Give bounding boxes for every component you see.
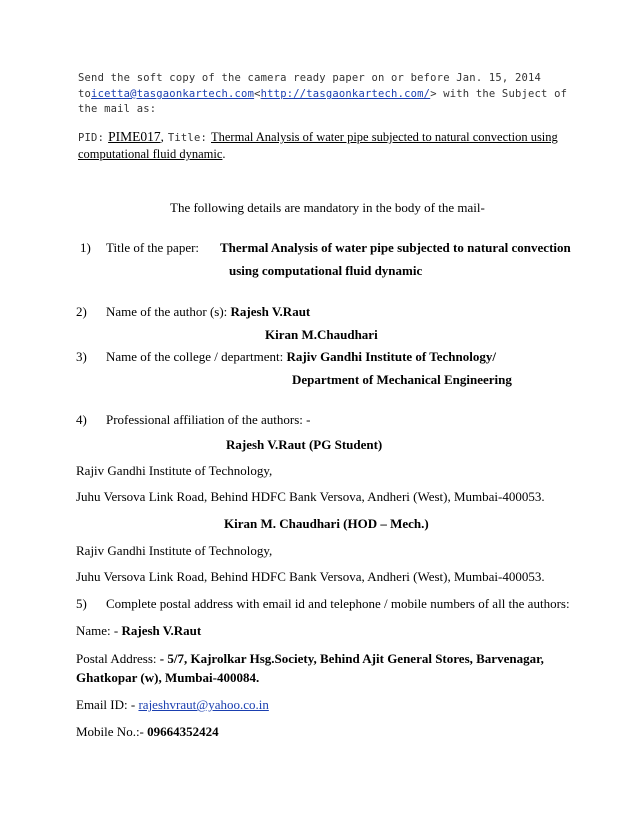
intro-suffix: > with the Subject of (430, 88, 568, 100)
title-label: Title: (167, 132, 207, 144)
mandatory-heading: The following details are mandatory in the body of the mail- (170, 200, 485, 215)
pid-comma: , (160, 129, 164, 144)
author-2-address: Juhu Versova Link Road, Behind HDFC Bank Versova, Andheri (West), Mumbai-400053. (76, 569, 545, 584)
pid-value: PIME017 (108, 129, 161, 144)
item-1-value-line-2 (229, 263, 422, 279)
postal-address-row-2 (76, 670, 259, 686)
item-5-number: 5) (76, 596, 87, 611)
subject-title-line-1: Thermal Analysis of water pipe subjected to natural convection using (211, 130, 558, 144)
intro-line-1: Send the soft copy of the camera ready paper on or before Jan. 15, 2014 (78, 72, 542, 84)
department-name: Department of Mechanical Engineering (292, 372, 512, 387)
postal-address-label: Postal Address: (76, 651, 157, 666)
item-1-label: Title of the paper: (106, 240, 200, 255)
item-3-number: 3) (76, 349, 87, 364)
item-2-row (106, 304, 310, 320)
subject-line-2 (78, 147, 226, 162)
author-2-heading (224, 516, 429, 532)
email-label: Email ID: - (76, 697, 136, 712)
item-4-number: 4) (76, 412, 87, 427)
paper-title-line-2: using computational fluid dynamic (229, 263, 423, 278)
paper-title-line-1: Thermal Analysis of water pipe subjected to natural convection (220, 240, 571, 255)
college-name: Rajiv Gandhi Institute of Technology/ (286, 349, 496, 364)
author-1-institute: Rajiv Gandhi Institute of Technology, (76, 463, 273, 478)
author-1-affiliation-title: Rajesh V.Raut (PG Student) (226, 437, 383, 452)
item-4-label: Professional affiliation of the authors: - (106, 412, 311, 427)
item-2-label: Name of the author (s): (106, 304, 228, 319)
contact-email-link[interactable]: icetta@tasgaonkartech.com (91, 88, 255, 100)
item-2-number: 2) (76, 304, 87, 319)
author-1-name: Rajesh V.Raut (230, 304, 311, 319)
intro-to-prefix: to (78, 88, 92, 100)
email-row (76, 697, 269, 713)
author-2-institute: Rajiv Gandhi Institute of Technology, (76, 543, 273, 558)
item-5-label: Complete postal address with email id and telephone / mobile numbers of all the authors: (106, 596, 570, 611)
item-3-value-2 (292, 372, 512, 388)
intro-line-2 (78, 88, 567, 100)
intro-line-3: the mail as: (78, 103, 157, 115)
contact-name-value: Rajesh V.Raut (121, 623, 202, 638)
author-1-address: Juhu Versova Link Road, Behind HDFC Bank Versova, Andheri (West), Mumbai-400053. (76, 489, 545, 504)
item-2-value-2 (265, 327, 378, 343)
author-2-affiliation-title: Kiran M. Chaudhari (HOD – Mech.) (224, 516, 429, 531)
contact-name-row (76, 623, 201, 639)
intro-lt: < (254, 88, 261, 100)
item-3-row (106, 349, 496, 365)
subject-line-1 (78, 128, 558, 146)
website-link[interactable]: http://tasgaonkartech.com/ (260, 88, 431, 100)
author-email-link[interactable]: rajeshvraut@yahoo.co.in (138, 697, 269, 712)
item-1-number: 1) (80, 240, 91, 255)
postal-address-line-2: Ghatkopar (w), Mumbai-400084. (76, 670, 260, 685)
postal-address-row-1 (76, 651, 544, 667)
contact-name-label: Name: - (76, 623, 119, 638)
author-2-name: Kiran M.Chaudhari (265, 327, 378, 342)
pid-label: PID: (78, 132, 105, 144)
item-3-label: Name of the college / department: (106, 349, 284, 364)
postal-address-line-1: - 5/7, Kajrolkar Hsg.Society, Behind Ajit General Stores, Barvenagar, (159, 651, 544, 666)
mobile-label: Mobile No.:- (76, 724, 144, 739)
subject-title-line-2: computational fluid dynamic (78, 147, 223, 161)
mobile-row (76, 724, 219, 740)
mobile-value: 09664352424 (147, 724, 219, 739)
item-1-value-line-1 (220, 240, 571, 256)
subject-period: . (222, 147, 226, 161)
author-1-heading (226, 437, 382, 453)
